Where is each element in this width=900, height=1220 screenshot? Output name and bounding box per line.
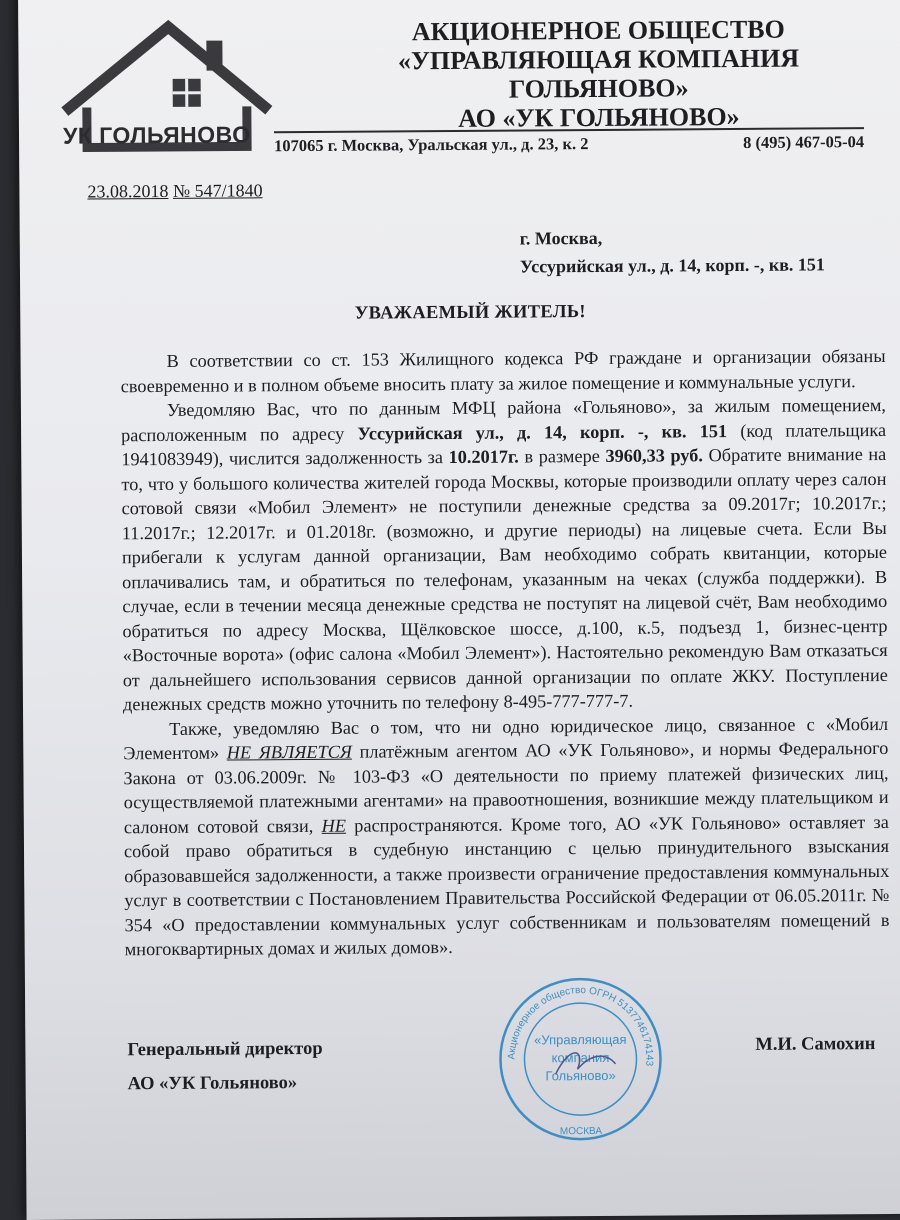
p3-not: НЕ <box>322 815 347 835</box>
paragraph-1: В соответствии со ст. 153 Жилищного кодекса РФ граждане и организации обязаны своевременно и в полном объеме вносить плату за жилое помещение и коммунальные услуги. <box>121 344 886 398</box>
org-line-3: АО «УК ГОЛЬЯНОВО» <box>319 101 879 134</box>
stamp-ring-text: Акционерное общество ОГРН 5137746174143 <box>506 985 655 1068</box>
paragraph-2 <box>121 393 888 717</box>
signatory-title-line-2: АО «УК Гольяново» <box>128 1066 323 1101</box>
p2-address: Уссурийская ул., д. 14, корп. -, кв. 151 <box>357 421 727 444</box>
signatory-title <box>127 1032 323 1101</box>
stamp-line-3: Гольяново» <box>545 1068 615 1083</box>
recipient-block <box>520 222 825 280</box>
letter-sheet <box>18 0 900 1220</box>
p2-text-c: в размере <box>519 446 606 467</box>
company-phone: 8 (495) 467-05-04 <box>743 132 864 153</box>
org-line-2: «УПРАВЛЯЮЩАЯ КОМПАНИЯ ГОЛЬЯНОВО» <box>318 43 878 105</box>
p3-text-a: Также, уведомляю Вас о том, что ни одно юридическое лицо, связанное с «Мобил Элементом» <box>123 713 888 763</box>
document-number: № 547/1840 <box>173 180 263 201</box>
p2-period: 10.2017г. <box>449 447 519 467</box>
document-reference <box>87 180 262 202</box>
greeting: УВАЖАЕМЫЙ ЖИТЕЛЬ! <box>20 300 900 327</box>
p2-amount: 3960,33 руб. <box>605 445 703 466</box>
stamp-line-1: «Управляющая <box>534 1032 626 1048</box>
letter-body <box>121 344 890 962</box>
organization-name <box>318 14 879 134</box>
p2-text-a: Уведомляю Вас, что по данным МФЦ района «Гольяново», за жилым помещением, расположенным по адресу <box>121 395 886 445</box>
p2-text-d: Обратите внимание на то, что у большого количества жителей города Москвы, которые производили оплату через салон сотовой связи «Мобил Элемент» не поступили денежные средства за 09.2017г; 10.2017г.; 11.2017г.; 12.2017г. и 01.2018г. (возможно, и другие периоды) на лицевые счета. Если Вы прибегали к услугам данной организации, Вам необходимо собрать квитанции, которые оплачивались там, и обратиться по телефонам, указанным на чеках (служба поддержки). В случае, если в течении месяца денежные средства не поступят на лицевой счёт, Вам необходимо обратиться по адресу Москва, Щёлковское шоссе, д.100, к.5, подъезд 1, бизнес-центр «Восточные ворота» (офис салона «Мобил Элемент»). Настоятельно рекомендую Вам отказаться от дальнейшего использования сервисов данной организации по оплате ЖКУ. Поступление денежных средств можно уточнить по телефону 8-495-777-777-7. <box>121 444 887 714</box>
document-date: 23.08.2018 <box>87 181 168 202</box>
logo-text: УК ГОЛЬЯНОВО <box>63 121 251 149</box>
signatory-title-line-1: Генеральный директор <box>127 1032 322 1067</box>
recipient-address: Уссурийская ул., д. 14, корп. -, кв. 151 <box>520 250 825 280</box>
company-stamp <box>495 974 666 1145</box>
p3-not-is: НЕ ЯВЛЯЕТСЯ <box>227 742 352 763</box>
stamp-city: МОСКВА <box>560 1126 603 1137</box>
p3-text-c: распространяются. Кроме того, АО «УК Гольяново» оставляет за собой право обратиться в судебную инстанцию с целью принудительного взыскания образовавшейся задолженности, а также произвести ограничение предоставления коммунальных услуг в соответствии с Постановлением Правительства Российской Федерации от 06.05.2011г. № 354 «О предоставлении коммунальных услуг собственникам и пользователям помещений в многоквартирных домах и жилых домов». <box>124 811 890 959</box>
p2-text-b: (код плательщика 1941083949), числится задолженность за <box>121 419 886 469</box>
stamp-line-2: компания <box>552 1050 610 1065</box>
org-line-1: АКЦИОНЕРНОЕ ОБЩЕСТВО <box>318 14 878 47</box>
paragraph-3 <box>123 711 890 961</box>
company-address: 107065 г. Москва, Уральская ул., д. 23, к. 2 <box>274 134 589 156</box>
recipient-city: г. Москва, <box>520 222 825 252</box>
signatory-name: М.И. Самохин <box>755 1034 875 1056</box>
company-address-line <box>274 127 864 156</box>
p3-text-b: платёжным агентом АО «УК Гольяново», и нормы Федерального Закона от 03.06.2009г. № 103-ФЗ «О деятельности по приему платежей физических лиц, осуществляемой платежными агентами» на правоотношения, возникшие между плательщиком и салоном сотовой связи, <box>123 738 888 837</box>
